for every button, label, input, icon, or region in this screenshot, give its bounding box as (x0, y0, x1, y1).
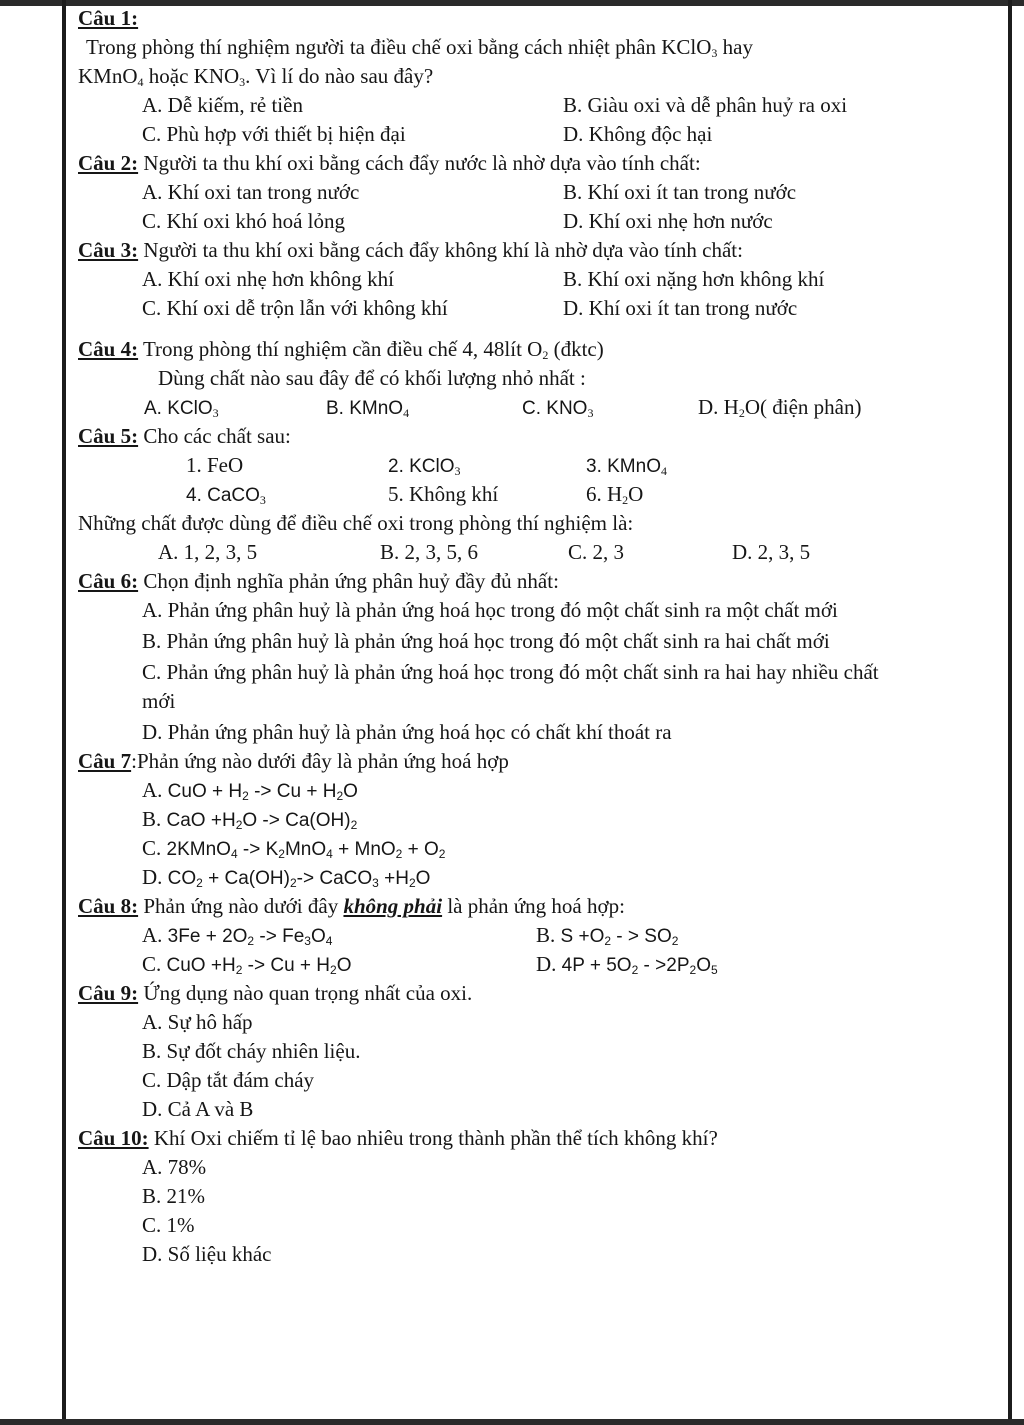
question-9 (78, 979, 998, 1124)
question-stem: KMnO (78, 64, 138, 88)
substance-5: 5. Không khí (388, 482, 499, 506)
option-d[interactable]: D. Số liệu khác (142, 1242, 272, 1266)
option-d[interactable]: D. Cả A và B (142, 1097, 254, 1121)
page-border-bottom (0, 1419, 1024, 1425)
option-d[interactable]: D. $CO_2 + Ca(OH)_2->$ CaCO$_3$ $+H_2O$ (142, 865, 431, 890)
option-d[interactable]: D. Khí oxi ít tan trong nước (563, 296, 798, 320)
question-5 (78, 422, 998, 567)
substance-3: 3. KMnO$_4$ (586, 456, 667, 478)
emphasis-text: không phải (343, 894, 443, 918)
question-title: Câu 9: (78, 981, 139, 1005)
option-b[interactable]: B. Khí oxi ít tan trong nước (563, 180, 797, 204)
question-stem: Ứng dụng nào quan trọng nhất của oxi. (138, 981, 473, 1005)
question-stem: Người ta thu khí oxi bằng cách đẩy nước là nhờ dựa vào tính chất: (138, 151, 701, 175)
question-stem: Khí Oxi chiếm tỉ lệ bao nhiêu trong thành phần thể tích không khí? (148, 1126, 718, 1150)
question-7 (78, 747, 998, 892)
question-stem: Trong phòng thí nghiệm người ta điều chế oxi bằng cách nhiệt phân KClO (86, 35, 712, 59)
option-a[interactable]: A. 78% (142, 1155, 207, 1179)
question-10 (78, 1124, 998, 1269)
option-d[interactable]: D. Phản ứng phân huỷ là phản ứng hoá học có chất khí thoát ra (142, 720, 672, 744)
option-b[interactable]: B. $S +O_2$ - > $SO_2$ (536, 923, 679, 948)
option-d[interactable]: D. $4P + 5O_2 - >2P_2O_5$ (536, 952, 718, 977)
question-stem: hay (717, 35, 753, 59)
option-a[interactable]: A. Khí oxi nhẹ hơn không khí (142, 267, 395, 291)
question-1 (78, 4, 998, 149)
question-stem: Trong phòng thí nghiệm cần điều chế 4, 48lít O (138, 337, 543, 361)
option-b[interactable]: B. CaO $+H_2O -> Ca(OH)_2$ (142, 807, 358, 832)
subscript: 3 (711, 46, 718, 60)
substance-1: 1. FeO (186, 453, 244, 477)
option-b[interactable]: B. Phản ứng phân huỷ là phản ứng hoá học trong đó một chất sinh ra hai chất mới (142, 629, 830, 653)
question-2 (78, 149, 998, 236)
substance-2: 2. KClO$_3$ (388, 456, 461, 478)
option-a[interactable]: A. Phản ứng phân huỷ là phản ứng hoá học trong đó một chất sinh ra một chất mới (142, 598, 838, 622)
option-c[interactable]: C. Phản ứng phân huỷ là phản ứng hoá học trong đó một chất sinh ra hai hay nhiều chất mới (142, 660, 879, 713)
option-a[interactable]: A. KClO$_3$ (144, 398, 219, 420)
question-title: Câu 3: (78, 238, 139, 262)
question-8 (78, 892, 998, 979)
option-b[interactable]: B. 2, 3, 5, 6 (380, 540, 479, 564)
question-stem: hoặc KNO (143, 64, 240, 88)
question-stem: Người ta thu khí oxi bằng cách đẩy không khí là nhờ dựa vào tính chất: (138, 238, 743, 262)
option-d[interactable]: D. Khí oxi nhẹ hơn nước (563, 209, 773, 233)
question-6 (78, 567, 998, 747)
option-a[interactable]: A. Sự hô hấp (142, 1010, 253, 1034)
question-title: Câu 2: (78, 151, 139, 175)
option-c[interactable]: C. $KNO_3$ (522, 398, 594, 420)
question-title: Câu 8: (78, 894, 139, 918)
option-c[interactable]: C. Dập tắt đám cháy (142, 1068, 315, 1092)
question-stem: Những chất được dùng để điều chế oxi trong phòng thí nghiệm là: (78, 511, 634, 535)
page-border-right (1008, 0, 1012, 1425)
question-title: Câu 10: (78, 1126, 149, 1150)
option-a[interactable]: A. Khí oxi tan trong nước (142, 180, 360, 204)
option-b[interactable]: B. KMnO$_4$ (326, 398, 410, 420)
question-stem: Cho các chất sau: (138, 424, 291, 448)
option-c[interactable]: C. Phù hợp với thiết bị hiện đại (142, 122, 406, 146)
option-c[interactable]: C. Khí oxi khó hoá lỏng (142, 209, 345, 233)
question-stem: (đktc) (548, 337, 604, 361)
option-c[interactable]: C. CuO $+H_2 -> Cu + H_2O$ (142, 952, 352, 977)
question-stem: Chọn định nghĩa phản ứng phân huỷ đầy đủ nhất: (138, 569, 559, 593)
option-c[interactable]: C. 2KMnO$_4$ -> $K_2MnO_4 + MnO_2 + O_2$ (142, 836, 446, 861)
question-4 (78, 335, 998, 422)
subscript: 4 (137, 75, 144, 89)
option-d[interactable]: D. 2, 3, 5 (732, 540, 811, 564)
question-title: Câu 1: (78, 6, 139, 30)
option-a[interactable]: A. Dễ kiếm, rẻ tiền (142, 93, 303, 117)
question-3 (78, 236, 998, 323)
option-b[interactable]: B. 21% (142, 1184, 205, 1208)
option-c[interactable]: C. 2, 3 (568, 540, 625, 564)
question-title: Câu 4: (78, 337, 139, 361)
question-stem: là phản ứng hoá hợp: (442, 894, 625, 918)
option-c[interactable]: C. 1% (142, 1213, 195, 1237)
substance-6: 6. $H_2O$ (586, 482, 644, 507)
question-stem: Phản ứng nào dưới đây (138, 894, 344, 918)
substance-4: 4. CaCO$_3$ (186, 485, 266, 507)
option-b[interactable]: B. Giàu oxi và dễ phân huỷ ra oxi (563, 93, 848, 117)
question-title: Câu 7 (78, 749, 132, 773)
option-a[interactable]: A. $3Fe + 2O_2 -> Fe_3O_4$ (142, 923, 333, 948)
option-a[interactable]: A. 1, 2, 3, 5 (158, 540, 258, 564)
question-title: Câu 5: (78, 424, 139, 448)
option-c[interactable]: C. Khí oxi dễ trộn lẫn với không khí (142, 296, 448, 320)
option-b[interactable]: B. Khí oxi nặng hơn không khí (563, 267, 825, 291)
question-stem: :Phản ứng nào dưới đây là phản ứng hoá hợp (131, 749, 509, 773)
option-a[interactable]: A. CuO + $H_2 -> Cu + H_2O$ (142, 778, 358, 803)
subscript: 2 (542, 348, 549, 362)
question-stem: Dùng chất nào sau đây để có khối lượng nhỏ nhất : (158, 366, 586, 390)
page-border-left (62, 0, 66, 1425)
subscript: 3 (239, 75, 246, 89)
option-b[interactable]: B. Sự đốt cháy nhiên liệu. (142, 1039, 361, 1063)
worksheet (78, 4, 998, 1269)
question-title: Câu 6: (78, 569, 139, 593)
option-d[interactable]: D. $H_2O$( điện phân) (698, 395, 862, 420)
option-d[interactable]: D. Không độc hại (563, 122, 713, 146)
question-stem: . Vì lí do nào sau đây? (245, 64, 434, 88)
